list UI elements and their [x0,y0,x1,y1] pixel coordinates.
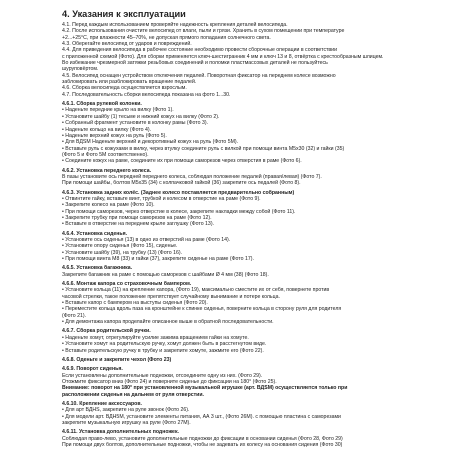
subsection-heading: 4.6.3. Установка задних колёс. (Заднее колесо поставляется предварительно собранным) [62,189,295,196]
section-title: 4. Указания к эксплуатации [62,9,186,19]
text-line: 4.3. Оберегайте велосипед от ударов и повреждений. [62,41,192,48]
subsection-heading: расположении сиденья на дальнем от руля отверстии. [62,391,204,398]
subsection-heading: 4.6.6. Монтаж капора со страховочным бампером. [62,281,192,288]
subsection-heading: 4.6.2. Установка переднего колеса. [62,167,152,174]
text-line: 4.4. Для приведения велосипеда в рабочее состояние необходимо провести сборочные операции в соответствии [62,47,337,54]
text-line: • Вставьте в отверстие на переднем крыле заглушку (Фото 13). [62,221,214,228]
instruction-body [62,22,392,448]
text-line: • Наденьте кольцо на вилку (Фото 4). [62,126,152,133]
text-line: • Для демонтажа капора проделайте описанное выше в обратной последовательности. [62,319,274,326]
text-line: • Соедините кожух на раме, соедините их при помощи саморезов через отверстия в раме (Фото 6). [62,158,302,165]
text-line: 4.5. Велосипед оснащен устройством отключения педалей. Поворотная фиксатор на переднем колесе возможно [62,72,336,79]
text-line: • Установите шайбу (39), на трубку (13) (Фото 16). [62,249,183,256]
text-line: • Установите хомут на родительскую ручку, хомут должен быть в расстегнутом виде. [62,341,267,348]
subsection-heading: 4.6.5. Установка багажника. [62,265,133,272]
text-line: часовой стрелки, такое положение препятствует случайному вынимание и потере кольца. [62,293,280,300]
text-line: При помощи шайбы, болтов М5х35 (34) с колпачковой гайкой (36) закрепите ось педалей (Фото 8). [62,180,301,187]
text-line: 4.6. Сборка велосипеда осуществляется взрослым. [62,85,187,92]
subsection-heading: 4.6.10. Крепление аксессуаров. [62,400,142,407]
text-line: • Вставьте капор с бампером на выступы сиденья (Фото 20). [62,300,208,307]
text-line: Если установлены дополнительные подножки, отсоедините одну из них. (Фото 29). [62,372,263,379]
text-line: шуруповёртом. [62,66,99,73]
text-line: • Наденьте передние крыло на вилку (Фото 1). [62,107,174,114]
text-line: • Вставьте руль с кожухами в вилку, через втулку соедините руль с вилкой при помощи винта М5х30 (32) и гайки (35) [62,145,345,152]
text-line: В пазы установите ось передней переднего колеса, соблюдая положение педалей (правая/левая) (Фото 7). [62,173,322,180]
subsection-heading: 4.6.1. Сборка рулевой колонки. [62,101,142,108]
subsection-heading: 4.6.7. Сборка родительской ручки. [62,328,151,335]
text-line: заблокировать или разблокировать вращение педалей. [62,79,197,86]
subsection-heading: 4.6.11. Установка дополнительных подножек. [62,429,179,436]
text-line: • Установите кольца (11) на крепление капора, (Фото 19), максимально сместите их от себя, повернете против [62,287,330,294]
text-line: 4.1. Перед каждым использованием проверяйте надежность крепления деталей велосипеда. [62,22,288,28]
text-line: При помощи двух болтов, дополнительные подножки, чтобы не задевать их колесу на основания сидения (Фото 30) [62,441,343,448]
text-line: • Наденьте верхний кожух на руль (Фото 5). [62,132,167,139]
text-line: закрепите музыкальную игрушку на руле (Фото 27М). [62,419,191,426]
text-line: • Для арт ВДНS, закрепите на руле звонок (Фото 26). [62,407,190,414]
text-line: • Установите опору сиденья (Фото 15), сиденье. [62,243,178,250]
subsection-heading: 4.6.9. Поворот сиденья. [62,366,123,373]
text-line: • Отвинтите гайку, вставьте винт, трубкой и колесом в отверстие на раме (Фото 9). [62,195,261,202]
text-line: • Установите шайбу (1) тесьме и нижний кожух на вилку (Фото 2). [62,113,220,120]
text-line: • При помощи винта М8 (33) и гайки (37), закрепите сиденье на раме (Фото 17). [62,256,254,263]
text-line: • При помощи саморезов, через отверстие в колесе, закрепите накладки между собой (Фото 11). [62,208,296,215]
text-line: (Фото 21). [62,312,87,319]
text-line: Закрепите багажник на раме с помощью саморезов с шайбами Ø 4 мм (38) (Фото 18). [62,271,269,278]
text-line: Соблюдая право-лево, установите дополнительные подножки до фиксации в основании сиденья (Фото 28, Фото 29) [62,435,343,442]
text-line: Во избежание чрезмерной затяжки резьбовых соединений и поломки пластмассовых деталей не пользуйтесь [62,60,328,67]
text-line: 4.7. Последовательность сборки велосипеда показана на фото 1...30. [62,91,231,98]
subsection-heading: 4.6.4. Установка сиденья. [62,230,128,237]
text-line: 4.2. После использования очистите велосипед от влаги, пыли и грязи. Хранить в сухом помещении при температуре [62,28,345,35]
text-line: • Закрепите колесо на раме (Фото 10). [62,202,155,209]
text-line: (Фото 5 и Фото 5М соответственно). [62,151,149,158]
text-line: +2...+25°C, при влажности 45–70%, не допуская прямого попадания солнечного света. [62,34,271,41]
text-line: • Наденьте хомут, отрегулируйте усилие зажима вращением гайки на хомуте. [62,334,249,341]
text-line: • Собранный фрагмент установите в колонку рамы (Фото 3). [62,120,209,127]
text-line: • Установите ось сиденья (13) в одно из отверстий на раме (Фото 14). [62,237,231,243]
text-line: • Для ВДSМ Наденьте верхний и декоротивный кожух на руль (Фото 5М). [62,139,239,146]
instruction-document [62,8,392,448]
text-line: • Для модели арт. ВДН5М, установите элементы питания, АА 3 шт., (Фото 26М). с помощью пластина с саморезами [62,413,341,420]
text-line: с приложенной схемой (Фото). Для сборки применяется ключ-шестигранник 4 мм и ключ 13 и 8, отвёртка с крестообразным шлицем. [62,53,384,60]
text-line: • Вставьте родительскую ручку в трубку и закрепите хомуте, зажмите его (Фото 22). [62,347,264,354]
text-line: • Закрепите трубку при помощи саморезов на раме (Фото 12). [62,214,212,221]
subsection-heading: Внимание: поворот на 180° при установленной музыкальной игрушке (арт. ВДSМ) осуществляется только при [62,385,348,392]
text-line: • Переместите кольца вдоль паза на кронштейне к спинке сиденья, поверните кольца в сторону руля для родителя [62,306,342,313]
subsection-heading: 4.6.8. Оденьте и закрепите чехол (Фото 23) [62,356,172,363]
text-line: Отожмите фиксатор вниз (Фото 24) и поверните сиденье до фиксации на 180° (Фото 25). [62,378,277,385]
